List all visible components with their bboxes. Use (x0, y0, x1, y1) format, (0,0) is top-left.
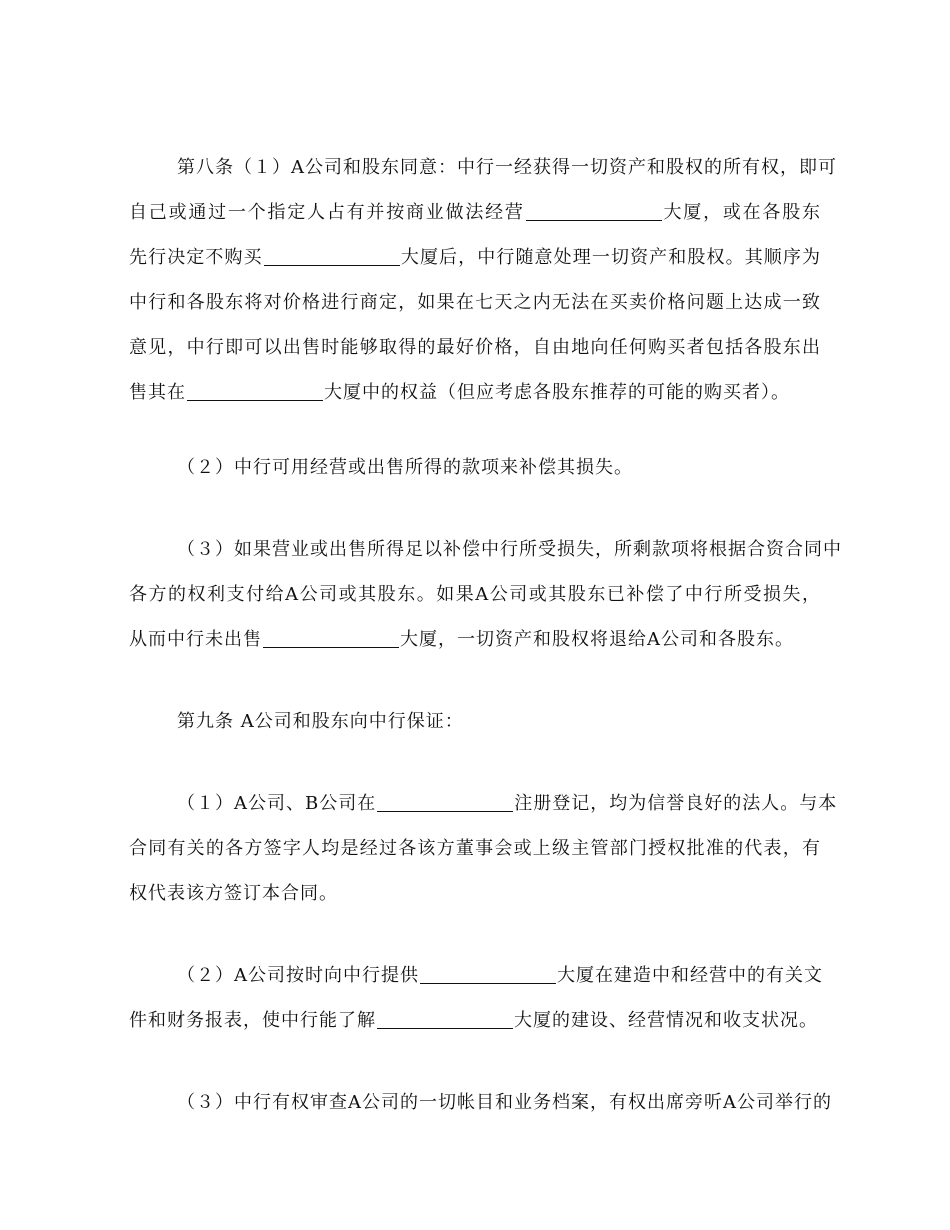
text-line (129, 527, 842, 572)
text-segment: （３）中行有权审查A公司的一切帐目和业务档案，有权出席旁听A公司举行的 (177, 1092, 832, 1113)
text-segment: 中行和各股东将对价格进行商定，如果在七天之内无法在买卖价格问题上达成一致 (129, 292, 821, 313)
text-line (129, 235, 821, 280)
text-line (129, 699, 821, 744)
text-segment: 各方的权利支付给A公司或其股东。如果A公司或其股东已补偿了中行所受损失， (129, 584, 821, 605)
text-segment: 先行决定不购买 (129, 247, 263, 268)
paragraph (129, 699, 821, 744)
text-line (129, 145, 837, 190)
text-line (129, 617, 821, 662)
text-line (129, 781, 838, 826)
text-line (129, 280, 821, 325)
paragraph (129, 145, 837, 415)
document-body (129, 145, 842, 1162)
text-line (129, 370, 821, 415)
fill-in-blank (187, 399, 323, 401)
paragraph (129, 1080, 832, 1125)
text-segment: 大厦在建造中和经营中的有关文 (557, 965, 823, 986)
text-segment: 大厦的建设、经营情况和收支状况。 (514, 1010, 818, 1031)
text-segment: 注册登记，均为信誉良好的法人。与本 (514, 793, 838, 814)
text-segment: 意见，中行即可以出售时能够取得的最好价格，自由地向任何购买者包括各股东出 (129, 337, 821, 358)
paragraph (129, 953, 821, 1043)
text-segment: 第九条 A公司和股东向中行保证： (177, 711, 464, 732)
text-segment: （３）如果营业或出售所得足以补偿中行所受损失，所剩款项将根据合资合同中 (177, 539, 842, 560)
text-line (129, 826, 821, 871)
text-line (129, 953, 821, 998)
text-line (129, 871, 821, 916)
text-line (129, 190, 821, 235)
text-segment: 合同有关的各方签字人均是经过各该方董事会或上级主管部门授权批准的代表，有 (129, 838, 821, 859)
text-segment: 大厦后，中行随意处理一切资产和股权。其顺序为 (400, 247, 822, 268)
text-line (129, 1080, 832, 1125)
text-segment: 大厦，一切资产和股权将退给A公司和各股东。 (400, 629, 794, 650)
paragraph (129, 781, 838, 916)
fill-in-blank (377, 810, 513, 812)
text-segment: （２）A公司按时向中行提供 (177, 965, 419, 986)
text-segment: 从而中行未出售 (129, 629, 262, 650)
fill-in-blank (264, 264, 400, 266)
fill-in-blank (526, 219, 662, 221)
text-segment: 权代表该方签订本合同。 (129, 883, 338, 904)
paragraph (129, 527, 842, 662)
fill-in-blank (263, 646, 399, 648)
text-line (129, 572, 821, 617)
text-segment: （１）A公司、B公司在 (177, 793, 377, 814)
fill-in-blank (377, 1027, 513, 1029)
text-line (129, 445, 821, 490)
text-segment: 大厦，或在各股东 (662, 202, 822, 223)
fill-in-blank (420, 982, 556, 984)
text-line (129, 998, 821, 1043)
text-segment: 自己或通过一个指定人占有并按商业做法经营 (129, 202, 525, 223)
text-segment: 件和财务报表，使中行能了解 (129, 1010, 376, 1031)
text-segment: （２）中行可用经营或出售所得的款项来补偿其损失。 (177, 457, 633, 478)
text-segment: 大厦中的权益（但应考虑各股东推荐的可能的购买者）。 (324, 382, 790, 403)
text-segment: 第八条（１）A公司和股东同意：中行一经获得一切资产和股权的所有权，即可 (177, 157, 837, 178)
paragraph (129, 445, 821, 490)
text-segment: 售其在 (129, 382, 186, 403)
text-line (129, 325, 821, 370)
